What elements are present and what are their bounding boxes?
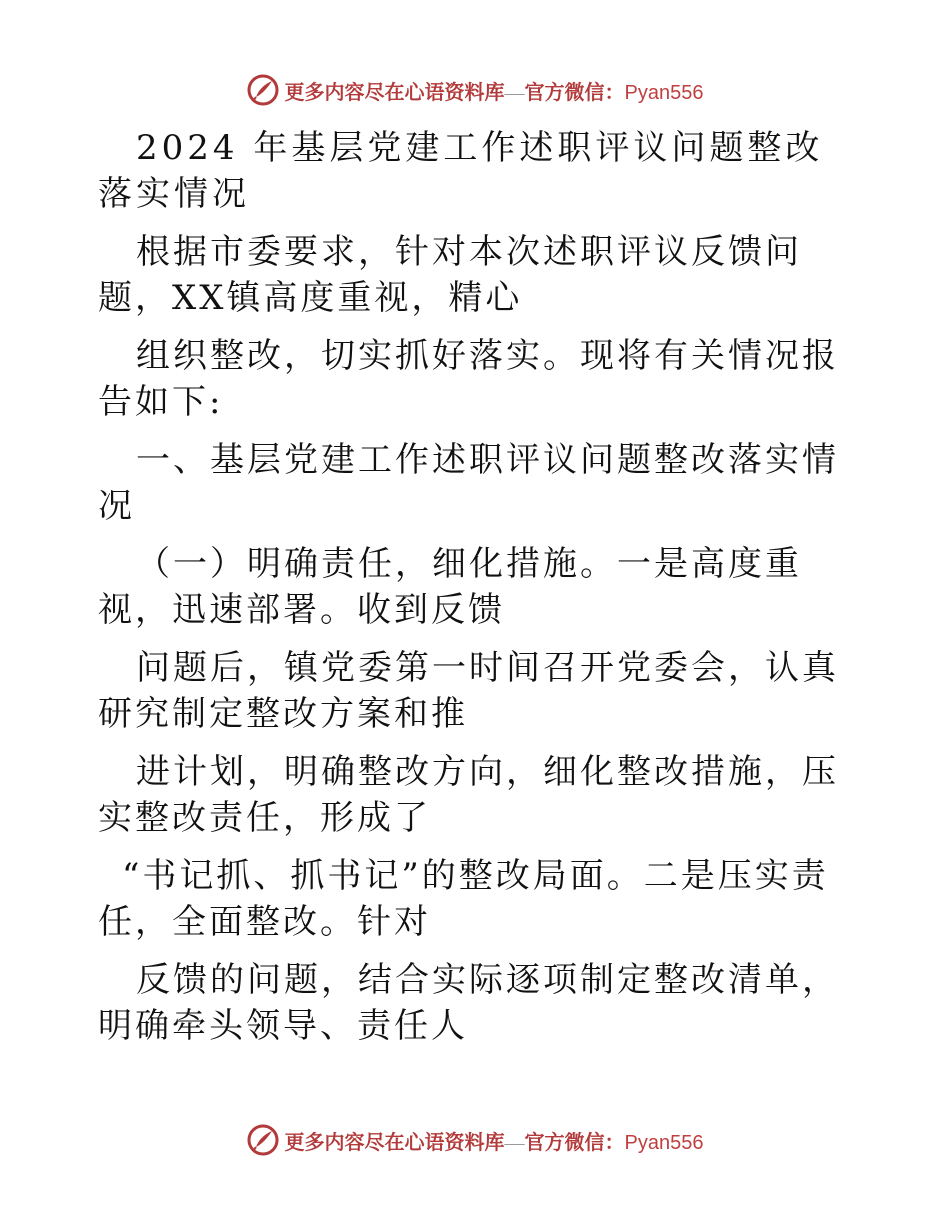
feather-logo-icon bbox=[247, 74, 279, 106]
document-body bbox=[98, 125, 858, 1061]
feather-logo-icon bbox=[247, 1124, 279, 1156]
paragraph-6: “书记抓、抓书记”的整改局面。二是压实责任，全面整改。针对 bbox=[98, 856, 829, 942]
watermark-content bbox=[247, 1124, 704, 1156]
paragraph-3: （一）明确责任，细化措施。一是高度重视，迅速部署。收到反馈 bbox=[98, 544, 802, 630]
paragraph-2: 组织整改，切实抓好落实。现将有关情况报告如下: bbox=[98, 336, 839, 422]
section-heading-1: 一、基层党建工作述职评议问题整改落实情况 bbox=[98, 440, 839, 526]
watermark-label: 官方微信： bbox=[524, 1131, 625, 1154]
paragraph-4: 问题后，镇党委第一时间召开党委会，认真研究制定整改方案和推 bbox=[98, 648, 839, 734]
document-title: 2024 年基层党建工作述职评议问题整改落实情况 bbox=[98, 128, 824, 214]
watermark-wechat-id: Pyan556 bbox=[624, 81, 704, 104]
watermark-text: 更多内容尽在心语资料库 bbox=[284, 1131, 505, 1154]
paragraph-7: 反馈的问题，结合实际逐项制定整改清单，明确牵头领导、责任人 bbox=[98, 960, 839, 1046]
watermark-content bbox=[247, 74, 704, 106]
watermark-wechat-id: Pyan556 bbox=[624, 1131, 704, 1154]
watermark-dash: — bbox=[504, 1131, 525, 1154]
watermark-dash: — bbox=[504, 81, 525, 104]
watermark-label: 官方微信： bbox=[524, 81, 625, 104]
watermark-banner-top bbox=[0, 70, 950, 110]
watermark-text: 更多内容尽在心语资料库 bbox=[284, 81, 505, 104]
paragraph-5: 进计划，明确整改方向，细化整改措施，压实整改责任，形成了 bbox=[98, 752, 839, 838]
watermark-banner-bottom bbox=[0, 1120, 950, 1160]
paragraph-1: 根据市委要求，针对本次述职评议反馈问题，XX镇高度重视，精心 bbox=[98, 232, 802, 318]
